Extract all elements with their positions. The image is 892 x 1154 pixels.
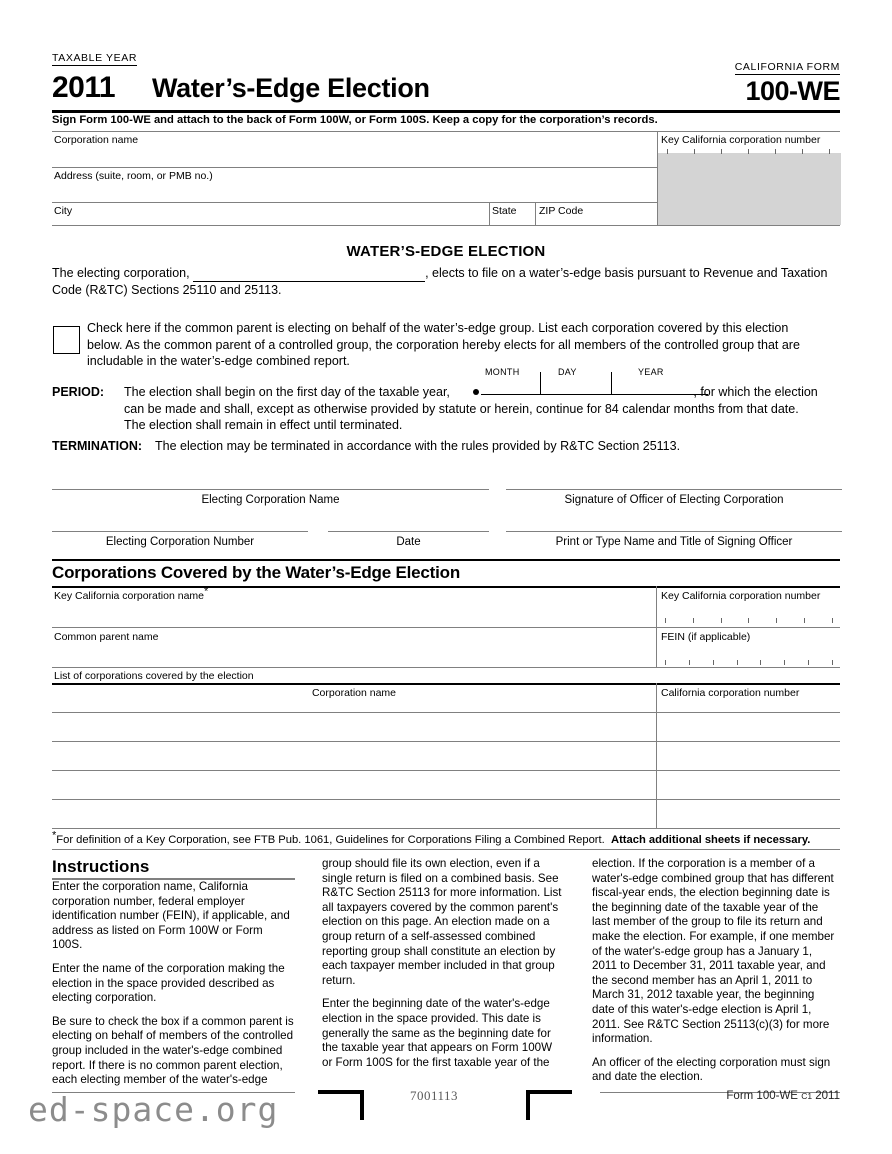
key-corp-number-label-2: Key California corporation number <box>661 590 821 602</box>
sign-instruction: Sign Form 100-WE and attach to the back of Form 100W, or Form 100S. Keep a copy for the corporation’s records. <box>52 114 658 126</box>
form-number: 100-WE <box>745 76 840 106</box>
col-header-corporation-name: Corporation name <box>311 687 397 699</box>
period-text-line3: The election shall remain in effect until terminated. <box>124 418 403 432</box>
covered-row-rule-3[interactable] <box>52 770 840 771</box>
instructions-column-3 <box>592 857 835 1094</box>
covered-table-rule-2 <box>52 667 840 668</box>
key-corp-number-ticks <box>667 149 830 154</box>
footer-form-id-text: Form 100-WE <box>726 1090 798 1102</box>
election-lead-before: The electing corporation, <box>52 266 194 280</box>
address-rule-top <box>52 131 840 132</box>
covered-table-top-rule <box>52 559 840 561</box>
period-text-line1a: The election shall begin on the first day of the taxable year, <box>124 385 450 399</box>
common-parent-name-label: Common parent name <box>54 631 159 643</box>
fein-ticks <box>665 660 833 665</box>
covered-table-heading: Corporations Covered by the Water’s-Edge Election <box>52 563 461 582</box>
footnote-bottom-rule <box>52 849 840 850</box>
footer-bracket-left-mark <box>318 1090 364 1120</box>
signature-officer-label: Signature of Officer of Electing Corporation <box>564 494 784 506</box>
period-text-line2: can be made and shall, except as otherwise provided by statute or herein, continue for 84 calendar months from that date. <box>124 401 799 416</box>
election-lead-text <box>52 265 842 298</box>
key-corp-name-asterisk: * <box>204 585 209 598</box>
key-corp-number-label: Key California corporation number <box>661 134 821 146</box>
covered-table-rule-1 <box>52 627 840 628</box>
covered-table-rule-3 <box>52 683 840 685</box>
checkbox-text-line3: includable in the water’s-edge combined report. <box>87 354 350 368</box>
election-lead-line2: Code (R&TC) Sections 25110 and 25113. <box>52 282 282 297</box>
election-lead-after: , elects to file on a water’s-edge basis pursuant to Revenue and Taxation <box>425 266 828 280</box>
electing-corp-number-rule[interactable] <box>52 531 308 532</box>
fein-label: FEIN (if applicable) <box>661 631 751 643</box>
instructions-c2-p2: Enter the beginning date of the water's-edge election in the space provided. This date is generally the same as the beginning date for the taxable year that appears on Form 100W or Form 100S for the first taxable year of the <box>322 997 553 1069</box>
footer-barcode-number: 7001113 <box>410 1088 459 1103</box>
common-parent-checkbox[interactable] <box>53 326 80 354</box>
footnote-asterisk: * <box>52 829 57 842</box>
period-label: PERIOD: <box>52 385 105 399</box>
month-label: MONTH <box>485 367 520 377</box>
footer-bracket-right-mark <box>526 1090 572 1120</box>
key-corp-number-ticks-2 <box>665 618 833 623</box>
signature-officer-rule[interactable] <box>506 489 842 490</box>
instructions-c2-p1: group should file its own election, even if a single return is filed on a combined basis. See R&TC Section 25113 for more information. List all taxpayers covered by the common parent's election on this page. An election made on a group return of a self-assessed combined reporting group shall constitute an election by each taxpayer member included in that group return. <box>322 857 562 987</box>
period-text-line1b: , for which the election <box>693 385 818 399</box>
date-label: Date <box>396 536 421 548</box>
instructions-c3-p2: An officer of the electing corporation must sign and date the election. <box>592 1055 831 1084</box>
key-corp-name-text: Key California corporation name <box>54 590 204 602</box>
california-form-label: CALIFORNIA FORM <box>734 61 840 73</box>
key-corp-number-field[interactable] <box>657 153 841 225</box>
covered-row-rule-5[interactable] <box>52 828 840 829</box>
covered-row-rule-4[interactable] <box>52 799 840 800</box>
form-title: Water’s-Edge Election <box>152 73 430 103</box>
city-label: City <box>54 205 73 217</box>
corporation-name-label: Corporation name <box>54 134 139 146</box>
electing-corp-name-label: Electing Corporation Name <box>201 494 340 506</box>
instructions-column-2 <box>322 857 565 1079</box>
checkbox-text-line2: below. As the common parent of a controlled group, the corporation hereby elects for all members of the controlled group that are <box>87 337 800 352</box>
termination-text: The election may be terminated in accordance with the rules provided by R&TC Section 25113. <box>155 439 681 453</box>
zip-label: ZIP Code <box>539 205 584 217</box>
electing-corp-name-rule[interactable] <box>52 489 489 490</box>
footer-form-revision: C1 <box>801 1091 813 1101</box>
address-rule-bottom <box>52 225 840 226</box>
checkbox-description <box>87 320 842 370</box>
instructions-c1-p2: Enter the name of the corporation making the election in the space provided described as electing corporation. <box>52 961 285 1005</box>
footer-form-id <box>726 1090 840 1102</box>
instructions-c1-p1: Enter the corporation name, California corporation number, federal employer identification number (FEIN), if applicable, and address as listed on Form 100W or Form 100S. <box>52 880 290 952</box>
checkbox-text-line1: Check here if the common parent is electing on behalf of the water’s-edge group. List each corporation covered by this election <box>87 321 789 335</box>
taxable-year-label: TAXABLE YEAR <box>52 52 138 64</box>
year-label: YEAR <box>638 367 664 377</box>
col-header-ca-corp-number: California corporation number <box>661 687 800 699</box>
header-divider <box>52 110 840 113</box>
covered-table-vrule-2 <box>656 627 657 667</box>
covered-table-vrule-3 <box>656 683 657 828</box>
address-block <box>52 122 840 225</box>
address-vrule-zip <box>535 202 536 225</box>
date-rule[interactable] <box>328 531 489 532</box>
covered-table-vrule-1 <box>656 586 657 627</box>
day-label: DAY <box>558 367 577 377</box>
footnote-bold-text: Attach additional sheets if necessary. <box>610 834 811 846</box>
electing-corp-number-label: Electing Corporation Number <box>105 536 255 548</box>
termination-label: TERMINATION: <box>52 439 143 453</box>
instructions-c3-p1: election. If the corporation is a member of a water's-edge combined group that has different fiscal-year ends, the election beginning date is the beginning date of the taxable year of the last member of the group to file its return and make the election. For example, if one member of the water's-edge group has a January 1, 2011 to December 31, 2011 taxable year, and the second member has an April 1, 2011 to March 31, 2012 taxable year, the beginning date of this water's-edge election is April 1, 2011. See R&TC Section 25113(c)(3) for more information. <box>592 857 835 1046</box>
footnote-text: For definition of a Key Corporation, see FTB Pub. 1061, Guidelines for Corporations Filing a Combined Report. <box>56 834 605 846</box>
key-corporation-footnote <box>52 829 811 847</box>
watermark: ed-space.org <box>28 1090 279 1129</box>
list-of-corporations-label: List of corporations covered by the election <box>54 670 254 682</box>
state-label: State <box>492 205 517 217</box>
instructions-column-1 <box>52 880 295 1097</box>
election-section-title: WATER’S-EDGE ELECTION <box>346 243 546 260</box>
tax-year: 2011 <box>52 71 116 104</box>
key-corp-name-label <box>54 585 209 602</box>
footer-form-year: 2011 <box>815 1090 840 1102</box>
instructions-title: Instructions <box>52 857 150 876</box>
print-name-rule[interactable] <box>506 531 842 532</box>
covered-row-rule-2[interactable] <box>52 741 840 742</box>
electing-corporation-blank[interactable] <box>193 267 425 282</box>
covered-row-rule-1[interactable] <box>52 712 840 713</box>
address-vrule-state <box>489 202 490 225</box>
period-text <box>124 384 842 434</box>
address-label: Address (suite, room, or PMB no.) <box>54 170 213 182</box>
covered-table-heading-rule <box>52 586 840 588</box>
instructions-c1-p3: Be sure to check the box if a common parent is electing on behalf of members of the controlled group included in the water's-edge combined report. If there is no common parent election, each electing member of the water's-edge <box>52 1014 294 1087</box>
print-name-label: Print or Type Name and Title of Signing Officer <box>555 536 793 548</box>
